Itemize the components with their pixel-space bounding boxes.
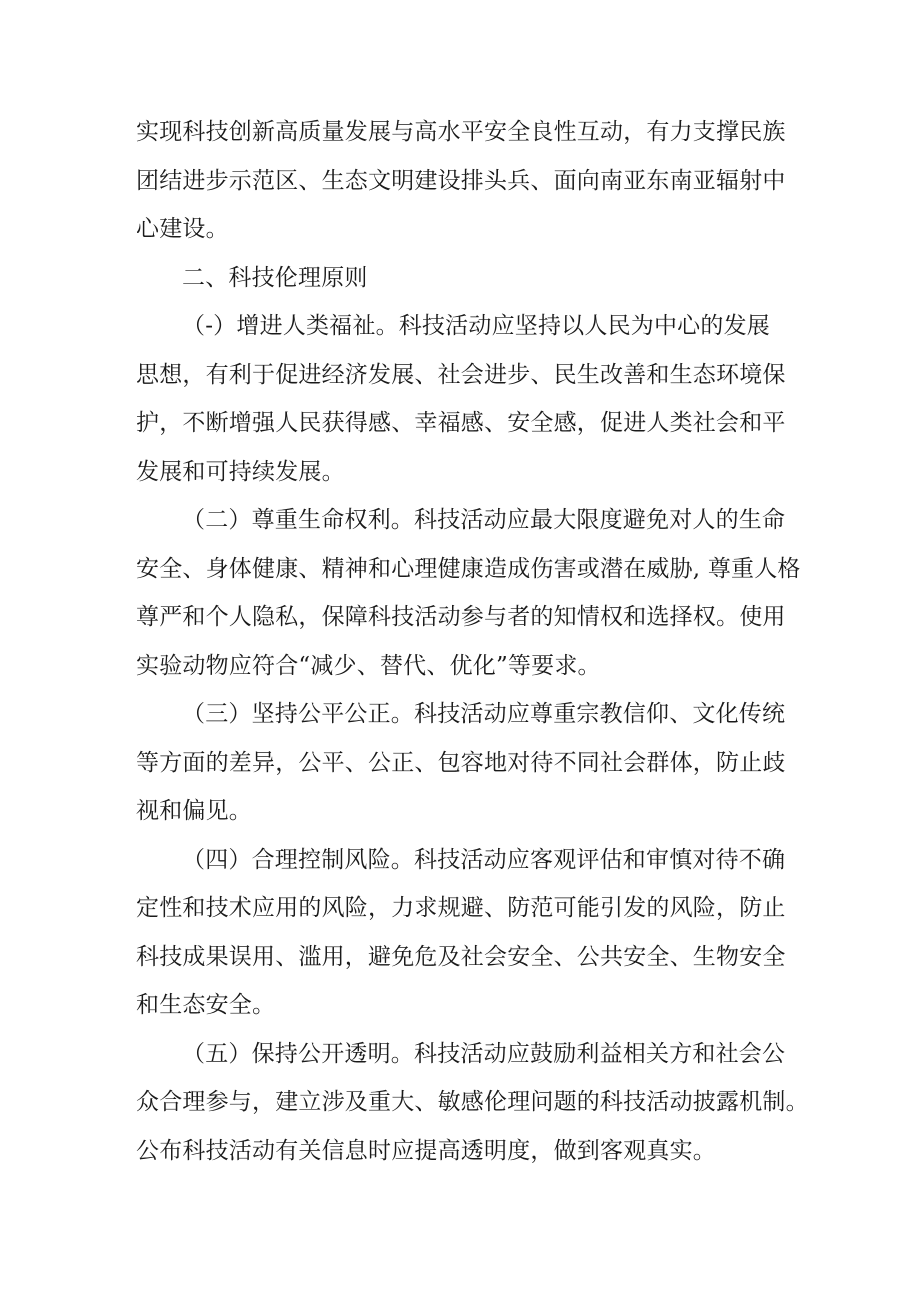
intro-paragraph xyxy=(136,108,796,254)
principle-line: 安全、身体健康、精神和心理健康造成伤害或潜在威胁, 尊重人格 xyxy=(136,555,801,582)
principle-line: 视和偏见。 xyxy=(136,798,252,824)
principle-line: 护，不断增强人民获得感、幸福感、安全感，促进人类社会和平 xyxy=(136,410,786,436)
principle-paragraph-5 xyxy=(136,1030,809,1176)
principle-paragraph-3 xyxy=(136,690,796,836)
principle-line: （-）增进人类福祉。科技活动应坚持以人民为中心的发展 xyxy=(182,313,770,339)
principle-line: 和生态安全。 xyxy=(136,992,276,1018)
principle-line: 公布科技活动有关信息时应提高透明度，做到客观真实。 xyxy=(136,1137,716,1164)
principle-paragraph-1 xyxy=(136,302,796,496)
principle-paragraph-2 xyxy=(136,496,801,690)
intro-line: 心建设。 xyxy=(136,216,229,242)
principle-line: 实验动物应符合“减少、替代、优化”等要求。 xyxy=(136,652,601,679)
principle-line: （四）合理控制风险。科技活动应客观评估和审慎对待不确 xyxy=(182,846,786,873)
principle-paragraph-4 xyxy=(136,836,796,1030)
principle-line: 发展和可持续发展。 xyxy=(136,458,345,485)
section-heading: 二、科技伦理原则 xyxy=(182,264,368,291)
principle-line: （二）尊重生命权利。科技活动应最大限度避免对人的生命 xyxy=(182,507,786,533)
principle-line: 尊严和个人隐私，保障科技活动参与者的知情权和选择权。使用 xyxy=(136,604,786,630)
principle-line: 等方面的差异，公平、公正、包容地对待不同社会群体，防止歧 xyxy=(136,749,786,776)
principle-line: 思想，有利于促进经济发展、社会进步、民生改善和生态环境保 xyxy=(136,361,786,388)
document-body xyxy=(136,108,809,1175)
principle-line: （三）坚持公平公正。科技活动应尊重宗教信仰、文化传统 xyxy=(182,701,786,727)
intro-line: 团结进步示范区、生态文明建设排头兵、面向南亚东南亚辐射中 xyxy=(136,167,786,194)
principle-line: 科技成果误用、滥用，避免危及社会安全、公共安全、生物安全 xyxy=(136,943,786,970)
principle-line: 众合理参与，建立涉及重大、敏感伦理问题的科技活动披露机制。 xyxy=(136,1089,809,1115)
principle-line: 定性和技术应用的风险，力求规避、防范可能引发的风险，防止 xyxy=(136,895,786,921)
intro-line: 实现科技创新高质量发展与高水平安全良性互动，有力支撑民族 xyxy=(136,119,786,145)
section-heading-block xyxy=(136,254,796,303)
principle-line: （五）保持公开透明。科技活动应鼓励利益相关方和社会公 xyxy=(182,1040,786,1067)
